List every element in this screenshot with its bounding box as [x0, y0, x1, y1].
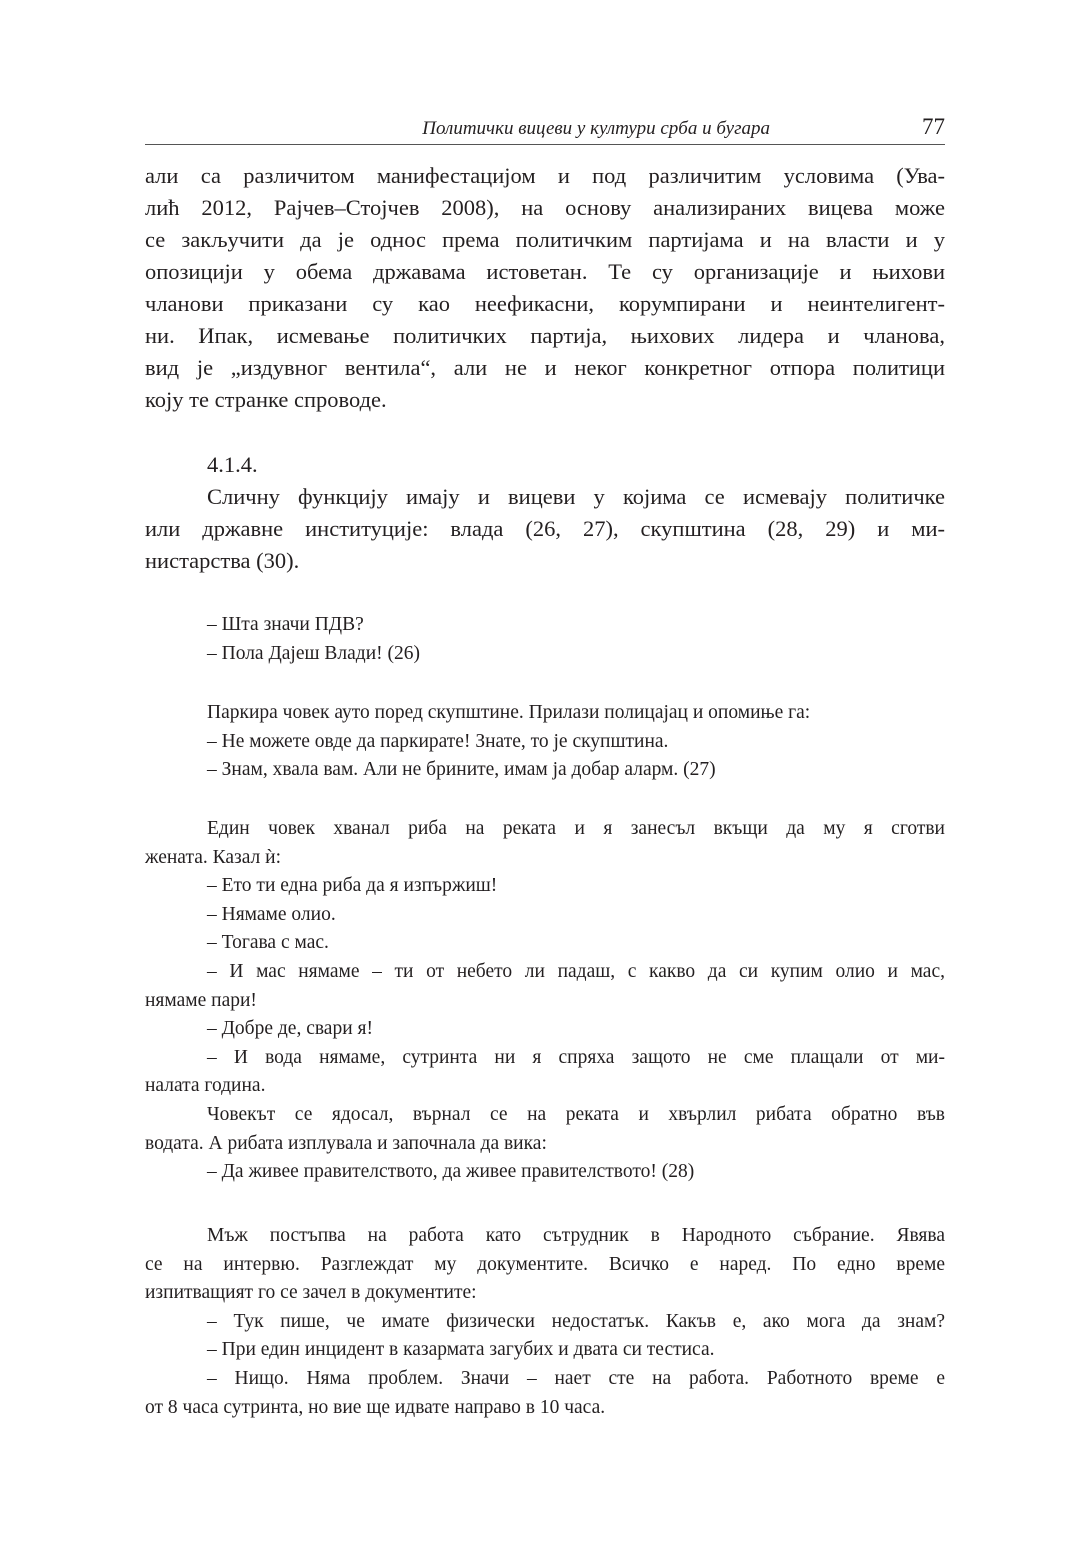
text-line: нямаме пари!: [145, 989, 257, 1011]
text-line: чланови приказани су као неефикасни, корумпирани и неинтелигент-: [145, 291, 945, 316]
text-line: Човекът се ядосал, върнал се на реката и хвърлил рибата обратно във: [207, 1103, 945, 1125]
text-line: или државне институције: влада (26, 27), скупштина (28, 29) и ми-: [145, 516, 945, 541]
text-line: ни. Ипак, исмевање политичких партија, њихових лидера и чланова,: [145, 323, 945, 348]
text-line: вид је „издувног вентила“, али не и неког конкретног отпора политици: [145, 355, 945, 380]
text-line: Сличну функцију имају и вицеви у којима се исмевају политичке: [207, 484, 945, 509]
section-number: 4.1.4.: [207, 452, 258, 477]
text-line: опозицији у обема државама истоветан. Те су организације и њихови: [145, 259, 945, 284]
text-line: – Пола Дајеш Влади! (26): [207, 642, 420, 664]
text-line: жената. Казал ѝ:: [145, 846, 282, 868]
text-line: Един човек хванал риба на реката и я занесъл вкъщи да му я сготви: [207, 818, 945, 839]
text-line: – Ето ти една риба да я изпържиш!: [207, 875, 498, 897]
text-line: Паркира човек ауто поред скупштине. Прилази полицајац и опомиње га:: [207, 702, 811, 723]
joke-28: [145, 815, 945, 1187]
text-line: – Тогава с мас.: [207, 932, 329, 954]
text-line: изпитващият го се зачел в документите:: [145, 1282, 477, 1304]
text-line: от 8 часа сутринта, но вие ще идвате направо в 10 часа.: [145, 1396, 606, 1418]
joke-27: [145, 699, 945, 785]
paragraph-conclusion: [145, 160, 945, 416]
text-line: – Нищо. Няма проблем. Значи – нает сте на работа. Работното време е: [207, 1367, 945, 1389]
joke-29: [145, 1222, 945, 1422]
text-line: коју те странке спроводе.: [145, 387, 387, 412]
text-line: – Не можете овде да паркирате! Знате, то је скупштина.: [207, 730, 669, 752]
text-line: – И вода нямаме, сутринта ни я спряха защото не сме плащали от ми-: [207, 1046, 945, 1068]
text-line: – При един инцидент в казармата загубих и двата си тестиса.: [207, 1339, 715, 1361]
running-header: [145, 114, 945, 145]
text-line: Мъж постъпва на работа като сътрудник в Народното събрание. Явява: [207, 1225, 945, 1246]
page-number: 77: [922, 114, 945, 139]
text-line: водата. А рибата изплувала и започнала да вика:: [145, 1132, 547, 1154]
running-title: Политички вицеви у култури срба и бугара: [422, 118, 770, 139]
joke-26: [145, 611, 945, 668]
text-line: нистарства (30).: [145, 548, 300, 573]
text-line: – Добре де, свари я!: [207, 1018, 373, 1040]
text-line: – Нямаме олио.: [207, 903, 336, 925]
text-line: – Тук пише, че имате физически недостатък. Какъв е, ако мога да знам?: [207, 1310, 945, 1332]
text-line: лић 2012, Рајчев–Стојчев 2008), на основу анализираних вицева може: [145, 195, 945, 220]
text-line: – Да живее правителството, да живее правителството! (28): [207, 1161, 695, 1183]
text-line: се на интервю. Разглеждат му документите. Всичко е наред. По едно време: [145, 1253, 945, 1275]
section-4-1-4: [145, 449, 945, 577]
text-line: – Шта значи ПДВ?: [207, 614, 364, 635]
text-line: налата година.: [145, 1075, 266, 1097]
text-line: али са различитом манифестацијом и под различитим условима (Ува-: [145, 163, 945, 188]
text-line: – И мас нямаме – ти от небето ли падаш, с какво да си купим олио и мас,: [207, 960, 945, 982]
text-line: се закључити да је однос према политичким партијама и на власти и у: [145, 227, 945, 252]
text-line: – Знам, хвала вам. Али не брините, имам ја добар аларм. (27): [207, 759, 716, 781]
